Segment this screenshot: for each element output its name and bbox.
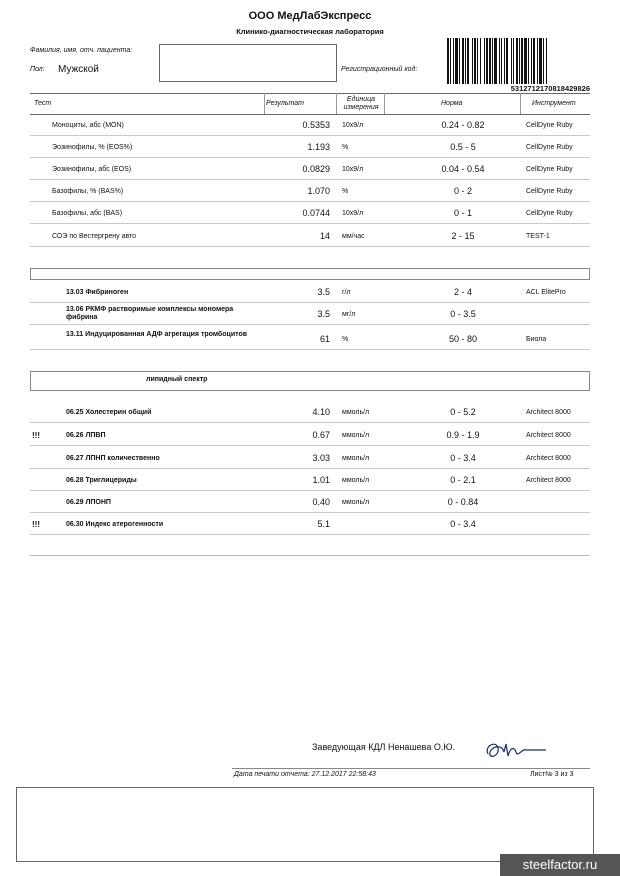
row-norm: 0.9 - 1.9 — [446, 430, 480, 440]
row-unit: ммоль/л — [342, 499, 370, 506]
row-result: 0.5353 — [302, 120, 330, 130]
patient-name-box — [159, 44, 337, 82]
row-divider — [30, 534, 590, 535]
row-unit: мг/л — [342, 311, 356, 318]
row-test-name: Базофилы, % (BAS%) — [52, 188, 124, 195]
row-unit: ммоль/л — [342, 477, 370, 484]
row-norm: 0 - 5.2 — [450, 407, 476, 417]
row-test-name: 06.26 ЛПВП — [66, 432, 106, 439]
watermark: steelfactor.ru — [500, 854, 620, 876]
row-test-name: Эозинофилы, % (EOS%) — [52, 144, 133, 151]
row-test-name: 06.29 ЛПОНП — [66, 499, 111, 506]
row-result: 0.40 — [312, 497, 330, 507]
row-result: 3.03 — [312, 453, 330, 463]
row-instrument: CellDyne Ruby — [526, 122, 573, 129]
row-test-name: 13.11 Индуцированная АДФ агрегация тромбоцитов — [66, 331, 248, 338]
row-unit: % — [342, 144, 349, 151]
print-date: Дата печати отчета: 27.12.2017 22:58:43 — [234, 771, 376, 778]
row-instrument: Architect 8000 — [526, 409, 571, 416]
table-header-rule — [30, 114, 590, 115]
row-divider — [30, 422, 590, 423]
row-unit: мм/час — [342, 233, 365, 240]
row-divider — [30, 468, 590, 469]
row-result: 1.193 — [307, 142, 330, 152]
row-norm: 0 - 0.84 — [447, 497, 479, 507]
row-divider — [30, 490, 590, 491]
org-name: ООО МедЛабЭкспресс — [248, 10, 372, 22]
row-divider — [30, 246, 590, 247]
row-instrument: Биола — [526, 336, 547, 343]
footer-box — [16, 787, 594, 862]
row-norm: 0 - 1 — [453, 208, 472, 218]
row-divider — [30, 445, 590, 446]
row-unit: % — [342, 336, 349, 343]
row-divider — [30, 201, 590, 202]
row-divider — [30, 512, 590, 513]
col-unit: Единица измерения — [343, 96, 379, 111]
row-divider — [30, 349, 590, 350]
col-sep — [264, 93, 265, 114]
signature-image — [482, 734, 550, 768]
row-test-name: 06.30 Индекс атерогенности — [66, 521, 164, 528]
row-result: 1.070 — [307, 186, 330, 196]
col-result: Результат — [266, 100, 304, 107]
signer-text: Заведующая КДЛ Ненашева О.Ю. — [312, 742, 455, 752]
sex-value: Мужской — [58, 64, 99, 75]
row-result: 5.1 — [317, 519, 330, 529]
row-instrument: CellDyne Ruby — [526, 188, 573, 195]
footer-rule — [232, 768, 590, 769]
row-test-name: 06.25 Холестерин общий — [66, 409, 152, 416]
row-result: 0.67 — [312, 430, 330, 440]
row-unit: 10x9/л — [342, 122, 364, 129]
row-norm: 0.24 - 0.82 — [441, 120, 485, 130]
row-divider — [30, 157, 590, 158]
col-sep — [384, 93, 385, 114]
col-instrument: Инструмент — [532, 100, 576, 107]
row-divider — [30, 223, 590, 224]
row-divider — [30, 135, 590, 136]
row-norm: 50 - 80 — [448, 334, 478, 344]
row-result: 14 — [319, 231, 330, 241]
row-test-name: 06.27 ЛПНП количественно — [66, 455, 160, 462]
row-result: 1.01 — [312, 475, 330, 485]
row-norm: 0 - 2 — [453, 186, 472, 196]
barcode-number: 5312712170818429826 — [510, 84, 590, 93]
col-test: Тест — [34, 100, 52, 107]
reg-code-label: Регистрационный код: — [341, 66, 418, 73]
row-norm: 0 - 3.4 — [450, 519, 476, 529]
row-test-name: Базофилы, абс (BAS) — [52, 210, 123, 217]
row-result: 3.5 — [317, 309, 330, 319]
row-instrument: CellDyne Ruby — [526, 210, 573, 217]
row-instrument: Architect 8000 — [526, 455, 571, 462]
lab-name: Клинико-диагностическая лаборатория — [236, 27, 384, 36]
row-result: 0.0744 — [302, 208, 330, 218]
row-unit: % — [342, 188, 349, 195]
row-divider — [30, 324, 590, 325]
row-divider — [30, 179, 590, 180]
row-test-name: 06.28 Триглицериды — [66, 477, 137, 484]
row-norm: 0 - 3.4 — [450, 453, 476, 463]
row-test-name: Эозинофилы, абс (EOS) — [52, 166, 132, 173]
row-flag: !!! — [32, 431, 40, 440]
section-header-lipid — [30, 371, 590, 391]
row-divider — [30, 302, 590, 303]
row-instrument: CellDyne Ruby — [526, 166, 573, 173]
col-sep — [336, 93, 337, 114]
row-unit: г/л — [342, 289, 351, 296]
row-unit: 10x9/л — [342, 166, 364, 173]
row-instrument: Architect 8000 — [526, 432, 571, 439]
row-test-name: СОЭ по Вестергрену авто — [52, 233, 137, 240]
row-unit: ммоль/л — [342, 409, 370, 416]
row-result: 3.5 — [317, 287, 330, 297]
row-flag: !!! — [32, 520, 40, 529]
row-norm: 0 - 3.5 — [450, 309, 476, 319]
patient-label: Фамилия, имя, отч. пациента: — [30, 47, 133, 54]
row-norm: 0 - 2.1 — [450, 475, 476, 485]
barcode-image — [447, 38, 590, 84]
row-unit: ммоль/л — [342, 455, 370, 462]
table-bottom-rule — [30, 555, 590, 556]
row-instrument: Architect 8000 — [526, 477, 571, 484]
sheet-number: Лист№ 3 из 3 — [530, 771, 574, 778]
row-instrument: CellDyne Ruby — [526, 144, 573, 151]
row-norm: 0.5 - 5 — [450, 142, 476, 152]
row-test-name: 13.06 РКМФ растворимые комплексы мономера фибрина — [66, 306, 234, 321]
col-norm: Норма — [441, 100, 463, 107]
row-unit: ммоль/л — [342, 432, 370, 439]
row-result: 0.0829 — [302, 164, 330, 174]
row-norm: 2 - 4 — [453, 287, 472, 297]
row-test-name: 13.03 Фибриноген — [66, 289, 129, 296]
barcode-bar — [546, 38, 547, 84]
row-norm: 0.04 - 0.54 — [441, 164, 485, 174]
col-sep — [520, 93, 521, 114]
row-instrument: ACL ElitePro — [526, 289, 566, 296]
table-top-rule — [30, 93, 590, 94]
row-result: 61 — [319, 334, 330, 344]
row-result: 4.10 — [312, 407, 330, 417]
row-test-name: Моноциты, абс (MON) — [52, 122, 124, 129]
row-norm: 2 - 15 — [451, 231, 475, 241]
row-unit: 10x9/л — [342, 210, 364, 217]
section-header-coagulation — [30, 268, 590, 280]
section-title-lipid: липидный спектр — [146, 376, 208, 383]
row-instrument: TEST-1 — [526, 233, 550, 240]
sex-label: Пол: — [30, 66, 45, 73]
